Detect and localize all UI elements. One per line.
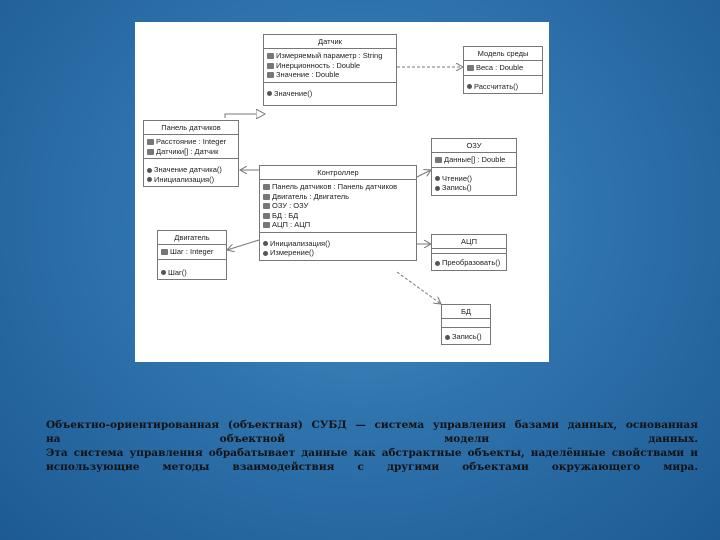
operation-icon bbox=[161, 270, 166, 275]
attribute-row bbox=[147, 147, 235, 157]
attribute-icon bbox=[267, 72, 274, 78]
operation-text: Измерение() bbox=[270, 248, 314, 257]
link-controller-db bbox=[397, 272, 441, 304]
attribute-row bbox=[147, 137, 235, 147]
attribute-icon bbox=[467, 65, 474, 71]
class-controller bbox=[259, 165, 417, 261]
operation-icon bbox=[445, 335, 450, 340]
class-sensor-name: Датчик bbox=[264, 35, 396, 49]
operation-icon bbox=[147, 168, 152, 173]
class-db-attributes bbox=[442, 319, 490, 328]
operation-row bbox=[161, 268, 223, 278]
operation-row bbox=[147, 165, 235, 175]
class-motor bbox=[157, 230, 227, 280]
class-adc-operations bbox=[432, 254, 506, 270]
operation-row bbox=[445, 332, 487, 342]
attribute-text: Датчики[] : Датчик bbox=[156, 146, 219, 156]
operation-row bbox=[263, 239, 413, 249]
link-controller-motor bbox=[227, 240, 259, 250]
operation-text: Значение() bbox=[274, 88, 313, 98]
operation-text: Чтение() bbox=[442, 173, 473, 183]
operation-text: Преобразовать() bbox=[442, 258, 501, 267]
attribute-icon bbox=[147, 149, 154, 155]
class-sensor-operations bbox=[264, 83, 396, 105]
class-motor-operations bbox=[158, 260, 226, 280]
attribute-icon bbox=[435, 157, 442, 163]
class-db bbox=[441, 304, 491, 345]
operation-icon bbox=[435, 261, 440, 266]
class-ram-operations bbox=[432, 168, 516, 195]
attribute-icon bbox=[267, 53, 274, 59]
attribute-text: АЦП : АЦП bbox=[272, 220, 311, 229]
operation-text: Шаг() bbox=[168, 267, 187, 277]
attribute-row bbox=[267, 61, 393, 71]
attribute-text: Значение : Double bbox=[276, 70, 340, 79]
attribute-text: Шаг : Integer bbox=[170, 247, 214, 256]
operation-text: Рассчитать() bbox=[474, 81, 519, 91]
operation-icon bbox=[263, 251, 268, 256]
operation-text: Запись() bbox=[442, 183, 472, 192]
operation-text: Значение датчика() bbox=[154, 165, 222, 174]
class-sensor-attributes bbox=[264, 49, 396, 83]
class-ram-attributes bbox=[432, 153, 516, 168]
attribute-text: Данные[] : Double bbox=[444, 155, 506, 164]
class-sensor bbox=[263, 34, 397, 106]
operation-row bbox=[263, 248, 413, 258]
class-env-model-name: Модель среды bbox=[464, 47, 542, 61]
operation-icon bbox=[435, 186, 440, 191]
caption-line: на объектной модели данных. bbox=[46, 433, 698, 445]
attribute-icon bbox=[267, 63, 274, 69]
class-controller-name: Контроллер bbox=[260, 166, 416, 180]
operation-text: Инициализация() bbox=[154, 174, 215, 184]
class-ram-name: ОЗУ bbox=[432, 139, 516, 153]
operation-icon bbox=[467, 84, 472, 89]
operation-row bbox=[467, 82, 539, 92]
attribute-text: Расстояние : Integer bbox=[156, 137, 227, 146]
attribute-icon bbox=[263, 203, 270, 209]
caption-line: использующие методы взаимодействия с другими объектами окружающего мира. bbox=[46, 461, 698, 473]
link-controller-ram bbox=[417, 170, 431, 177]
class-sensor-panel-attributes bbox=[144, 135, 238, 159]
class-sensor-panel-operations bbox=[144, 159, 238, 186]
class-sensor-panel bbox=[143, 120, 239, 187]
class-env-model-operations bbox=[464, 76, 542, 94]
operation-row bbox=[267, 89, 393, 99]
class-motor-name: Двигатель bbox=[158, 231, 226, 245]
attribute-row bbox=[435, 155, 513, 165]
operation-row bbox=[435, 258, 503, 268]
attribute-text: Двигатель : Двигатель bbox=[272, 191, 350, 201]
operation-text: Запись() bbox=[452, 332, 482, 341]
operation-icon bbox=[263, 241, 268, 246]
attribute-row bbox=[263, 192, 413, 202]
operation-icon bbox=[147, 177, 152, 182]
attribute-row bbox=[263, 220, 413, 230]
link-panel-sensor bbox=[225, 114, 265, 118]
attribute-row bbox=[263, 201, 413, 211]
class-controller-attributes bbox=[260, 180, 416, 233]
attribute-row bbox=[263, 211, 413, 221]
uml-class-diagram bbox=[135, 22, 549, 362]
attribute-row bbox=[467, 63, 539, 73]
operation-icon bbox=[267, 91, 272, 96]
attribute-row bbox=[161, 247, 223, 257]
attribute-row bbox=[267, 70, 393, 80]
operation-row bbox=[147, 175, 235, 185]
attribute-text: ОЗУ : ОЗУ bbox=[272, 201, 309, 210]
attribute-text: Инерционность : Double bbox=[276, 60, 361, 70]
caption-line: Эта система управления обрабатывает данные как абстрактные объекты, наделённые свойствами и bbox=[46, 447, 698, 459]
class-motor-attributes bbox=[158, 245, 226, 260]
operation-row bbox=[435, 174, 513, 184]
caption-line: Объектно-ориентированная (объектная) СУБД — система управления базами данных, основанная bbox=[46, 419, 698, 431]
class-db-name: БД bbox=[442, 305, 490, 319]
attribute-text: БД : БД bbox=[272, 210, 299, 220]
attribute-text: Веса : Double bbox=[476, 63, 524, 72]
attribute-icon bbox=[263, 222, 270, 228]
class-controller-operations bbox=[260, 233, 416, 260]
attribute-text: Измеряемый параметр : String bbox=[276, 51, 383, 60]
attribute-row bbox=[263, 182, 413, 192]
class-sensor-panel-name: Панель датчиков bbox=[144, 121, 238, 135]
class-env-model-attributes bbox=[464, 61, 542, 76]
attribute-icon bbox=[147, 139, 154, 145]
attribute-text: Панель датчиков : Панель датчиков bbox=[272, 182, 398, 191]
attribute-icon bbox=[263, 194, 270, 200]
attribute-icon bbox=[263, 213, 270, 219]
class-adc bbox=[431, 234, 507, 271]
class-db-operations bbox=[442, 328, 490, 344]
operation-text: Инициализация() bbox=[270, 238, 331, 248]
class-ram bbox=[431, 138, 517, 196]
operation-icon bbox=[435, 176, 440, 181]
class-env-model bbox=[463, 46, 543, 94]
attribute-icon bbox=[161, 249, 168, 255]
class-adc-name: АЦП bbox=[432, 235, 506, 249]
attribute-icon bbox=[263, 184, 270, 190]
attribute-row bbox=[267, 51, 393, 61]
operation-row bbox=[435, 183, 513, 193]
caption-text bbox=[46, 418, 698, 474]
